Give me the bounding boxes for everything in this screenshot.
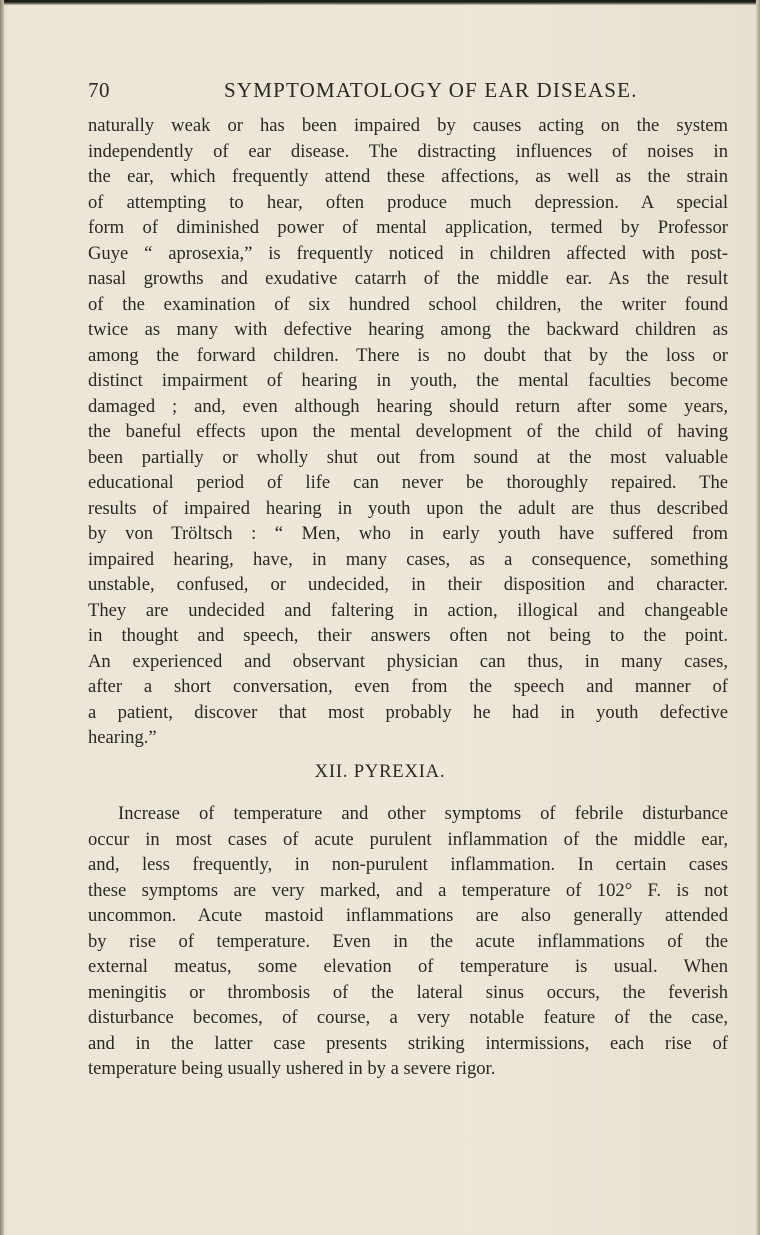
- paragraph-line: meningitis or thrombosis of the lateral sinus occurs, the feverish: [88, 981, 728, 1003]
- paragraph-line: the baneful effects upon the mental development of the child of having: [88, 421, 728, 442]
- paragraph-line: been partially or wholly shut out from sound at the most valuable: [88, 446, 728, 468]
- paragraph-line: form of diminished power of mental application, termed by Professor: [88, 217, 728, 238]
- paragraph-line: in thought and speech, their answers often not being to the point.: [88, 625, 728, 646]
- paragraph-line: of attempting to hear, often produce much depression. A special: [88, 191, 728, 213]
- paragraph-line: Increase of temperature and other symptoms of febrile disturbance: [118, 803, 728, 824]
- section-heading: XII. PYREXIA.: [314, 761, 446, 782]
- paragraph-2: [88, 801, 758, 1082]
- paragraph-line: disturbance becomes, of course, a very notable feature of the case,: [88, 1007, 728, 1028]
- running-title: SYMPTOMATOLOGY OF EAR DISEASE.: [224, 78, 638, 102]
- paragraph-line: distinct impairment of hearing in youth, the mental faculties become: [88, 370, 728, 391]
- paragraph-line: and, less frequently, in non-purulent inflammation. In certain cases: [88, 854, 728, 875]
- paragraph-line: among the forward children. There is no doubt that by the loss or: [88, 344, 728, 366]
- paragraph-1: [88, 113, 758, 751]
- page-header: [88, 78, 658, 108]
- paragraph-line: damaged ; and, even although hearing should return after some years,: [88, 395, 728, 417]
- paragraph-line: impaired hearing, have, in many cases, as a consequence, something: [88, 548, 728, 570]
- paragraph-line: external meatus, some elevation of temperature is usual. When: [88, 956, 728, 977]
- paragraph-line: the ear, which frequently attend these affections, as well as the strain: [88, 166, 728, 187]
- paragraph-line: nasal growths and exudative catarrh of the middle ear. As the result: [88, 268, 728, 289]
- page-top-edge: [0, 0, 760, 5]
- page-number: 70: [88, 78, 110, 102]
- paragraph-line: by von Tröltsch : “ Men, who in early youth have suffered from: [88, 523, 728, 544]
- paragraph-line: unstable, confused, or undecided, in their disposition and character.: [88, 574, 728, 595]
- paragraph-line: naturally weak or has been impaired by causes acting on the system: [88, 115, 728, 136]
- paragraph-line: results of impaired hearing in youth upon the adult are thus described: [88, 497, 728, 519]
- paragraph-line: by rise of temperature. Even in the acute inflammations of the: [88, 930, 728, 952]
- paragraph-line: independently of ear disease. The distracting influences of noises in: [88, 140, 728, 162]
- paragraph-line: after a short conversation, even from the speech and manner of: [88, 676, 728, 697]
- paragraph-line: uncommon. Acute mastoid inflammations are also generally attended: [88, 905, 728, 926]
- paragraph-line: They are undecided and faltering in action, illogical and changeable: [88, 599, 728, 621]
- paragraph-line: twice as many with defective hearing among the backward children as: [88, 319, 728, 340]
- paragraph-line: An experienced and observant physician can thus, in many cases,: [88, 650, 728, 672]
- paragraph-line: a patient, discover that most probably he had in youth defective: [88, 701, 728, 723]
- paragraph-line: hearing.”: [88, 727, 157, 748]
- paragraph-line: of the examination of six hundred school children, the writer found: [88, 293, 728, 315]
- paragraph-line: and in the latter case presents striking intermissions, each rise of: [88, 1032, 728, 1054]
- paragraph-line: temperature being usually ushered in by a severe rigor.: [88, 1058, 496, 1079]
- paragraph-line: educational period of life can never be thoroughly repaired. The: [88, 472, 728, 493]
- paragraph-line: Guye “ aprosexia,” is frequently noticed in children affected with post-: [88, 242, 728, 264]
- paragraph-line: occur in most cases of acute purulent inflammation of the middle ear,: [88, 828, 728, 850]
- page-left-edge: [0, 0, 4, 1235]
- paragraph-line: these symptoms are very marked, and a temperature of 102° F. is not: [88, 879, 728, 901]
